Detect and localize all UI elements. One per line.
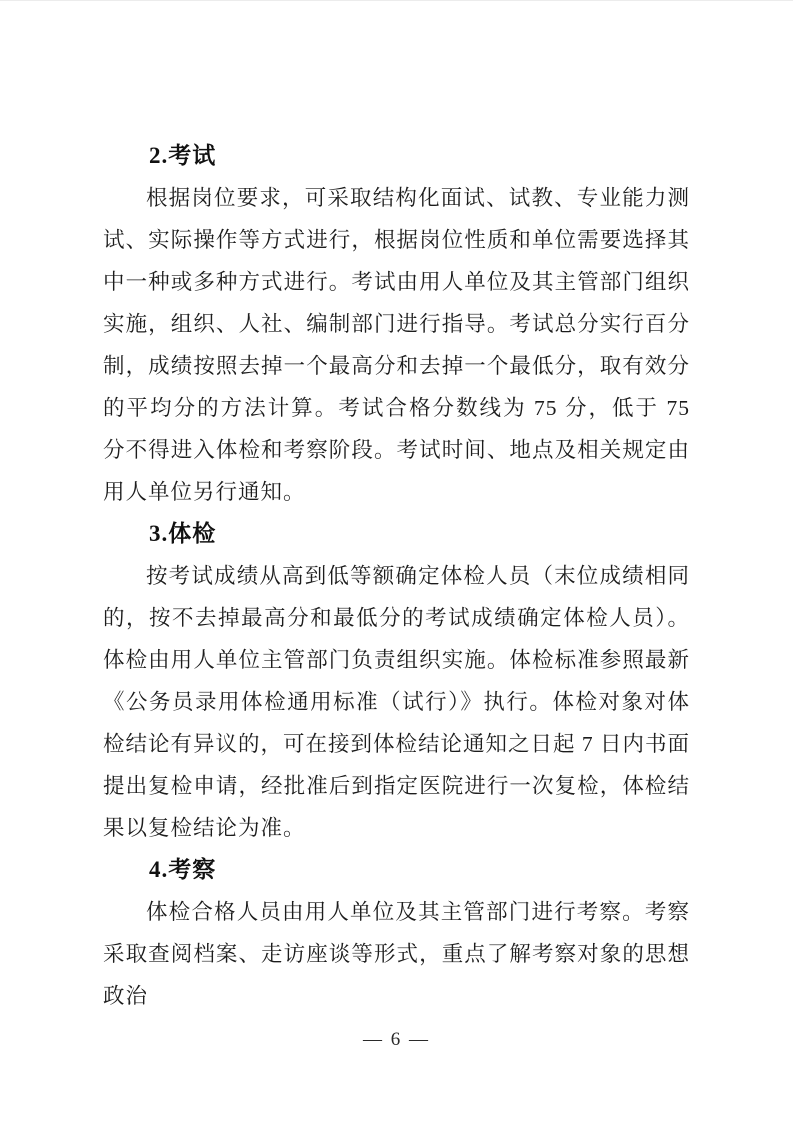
- section-paragraph-inspection: 体检合格人员由用人单位及其主管部门进行考察。考察采取查阅档案、走访座谈等形式，重点了解考察对象的思想政治: [103, 900, 690, 1008]
- section-heading-exam: 2.考试: [149, 143, 217, 168]
- document-content: [103, 135, 690, 1017]
- section-paragraph-exam: 根据岗位要求，可采取结构化面试、试教、专业能力测试、实际操作等方式进行，根据岗位性质和单位需要选择其中一种或多种方式进行。考试由用人单位及其主管部门组织实施，组织、人社、编制部门进行指导。考试总分实行百分制，成绩按照去掉一个最高分和去掉一个最低分，取有效分的平均分的方法计算。考试合格分数线为 75 分，低于 75 分不得进入体检和考察阶段。考试时间、地点及相关规定由用人单位另行通知。: [103, 186, 690, 504]
- page-number: — 6 —: [363, 1029, 430, 1050]
- section-paragraph-physical: 按考试成绩从高到低等额确定体检人员（末位成绩相同的，按不去掉最高分和最低分的考试成绩确定体检人员）。体检由用人单位主管部门负责组织实施。体检标准参照最新《公务员录用体检通用标准（试行）》执行。体检对象对体检结论有异议的，可在接到体检结论通知之日起 7 日内书面提出复检申请，经批准后到指定医院进行一次复检，体检结果以复检结论为准。: [103, 564, 691, 840]
- section-heading-physical: 3.体检: [149, 521, 217, 546]
- section-heading-inspection: 4.考察: [149, 857, 217, 882]
